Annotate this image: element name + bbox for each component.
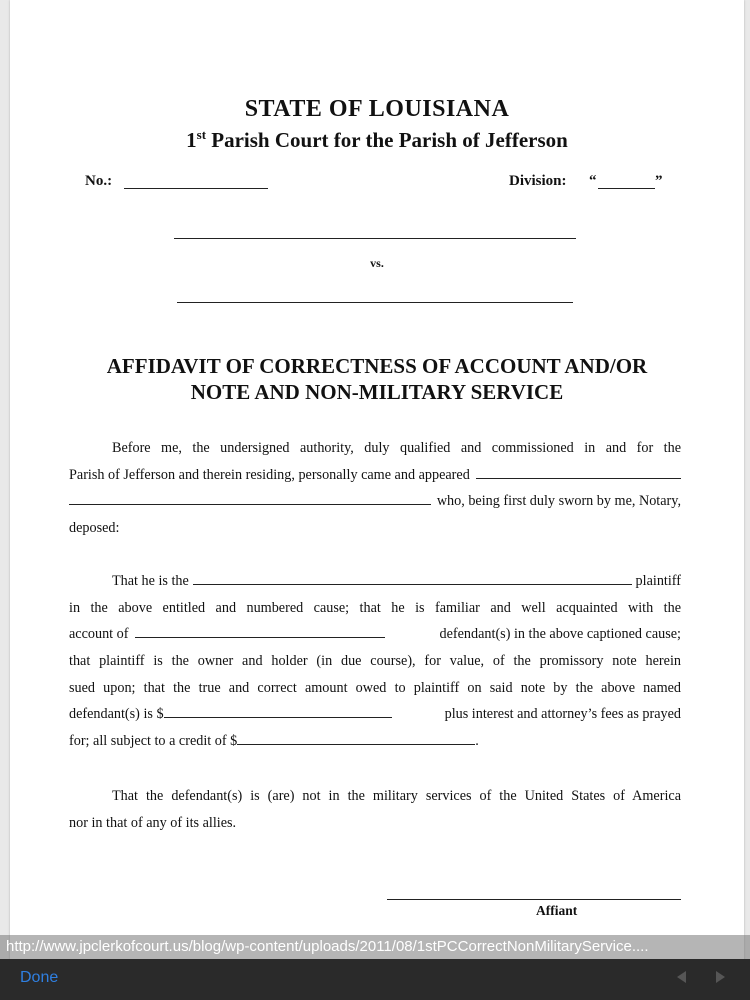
p3-line2: nor in that of any of its allies. xyxy=(69,814,237,831)
p2-line3 xyxy=(69,621,681,648)
versus-label: vs. xyxy=(370,256,384,270)
p2-line6-start: defendant(s) is $ xyxy=(69,706,164,723)
document-url-bar: http://www.jpclerkofcourt.us/blog/wp-content/uploads/2011/08/1stPCCorrectNonMilitaryService.... xyxy=(0,935,750,959)
affidavit-title-line1: AFFIDAVIT OF CORRECTNESS OF ACCOUNT AND/OR xyxy=(106,354,648,378)
court-ordinal-suffix: st xyxy=(196,127,207,142)
defendant-name-blank xyxy=(177,302,573,303)
amount-owed-blank xyxy=(164,703,392,718)
p1-line3 xyxy=(69,488,681,515)
p1-line1: Before me, the undersigned authority, duly qualified and commissioned in and for the xyxy=(112,440,681,456)
p1-line4: deposed: xyxy=(69,520,120,537)
p2-line2: in the above entitled and numbered cause; that he is familiar and well acquainted with the xyxy=(69,599,681,616)
viewer-toolbar xyxy=(0,959,750,1000)
account-of-blank xyxy=(135,623,385,638)
p2-line6 xyxy=(69,701,681,728)
document-page xyxy=(10,0,744,1000)
credit-amount-blank xyxy=(237,730,475,745)
p2-line7-end: . xyxy=(475,733,479,750)
plaintiff-blank xyxy=(193,570,632,585)
p2-line6-end: plus interest and attorney’s fees as prayed xyxy=(444,706,681,723)
affiant-signature-line xyxy=(387,899,681,900)
division-quote-open: “ xyxy=(589,173,597,189)
p3-line1: That the defendant(s) is (are) not in the military services of the United States of America xyxy=(112,788,681,804)
p1-line3-text: who, being first duly sworn by me, Notary, xyxy=(436,493,681,510)
affidavit-title-line2: NOTE AND NON-MILITARY SERVICE xyxy=(190,380,564,404)
p2-line4: that plaintiff is the owner and holder (in due course), for value, of the promissory note herein xyxy=(69,653,681,670)
division-blank xyxy=(598,188,655,189)
case-number-blank xyxy=(124,188,268,189)
p2-line5: sued upon; that the true and correct amount owed to plaintiff on said note by the above named xyxy=(69,679,681,696)
division-label: Division: xyxy=(509,173,567,189)
division-quote-close: ” xyxy=(655,173,663,189)
p2-line1 xyxy=(69,568,681,595)
affiant-label: Affiant xyxy=(536,903,578,918)
p2-line7-start: for; all subject to a credit of $ xyxy=(69,733,238,750)
appeared-party-blank xyxy=(476,464,681,479)
p2-line1-start: That he is the xyxy=(112,573,189,589)
court-name: Parish Court for the Parish of Jefferson xyxy=(206,128,568,152)
paragraph-account xyxy=(69,568,681,755)
appeared-party-blank-2 xyxy=(69,490,431,505)
state-heading: STATE OF LOUISIANA xyxy=(244,96,510,122)
case-number-label: No.: xyxy=(85,173,113,189)
paragraph-military xyxy=(69,783,681,836)
court-heading xyxy=(10,127,744,153)
p2-line7 xyxy=(69,728,681,755)
p2-line3-end: defendant(s) in the above captioned cause; xyxy=(439,626,681,643)
chevron-left-icon[interactable] xyxy=(677,971,686,983)
chevron-right-icon[interactable] xyxy=(716,971,725,983)
p2-line1-end: plaintiff xyxy=(635,573,681,589)
plaintiff-name-blank xyxy=(174,238,576,239)
p1-line2 xyxy=(69,462,681,489)
paragraph-appearance xyxy=(69,435,681,542)
p2-line3-start: account of xyxy=(69,626,129,643)
p1-line2-text: Parish of Jefferson and therein residing, personally came and appeared xyxy=(69,466,470,483)
done-button[interactable]: Done xyxy=(20,969,59,986)
court-ordinal: 1 xyxy=(186,128,197,152)
